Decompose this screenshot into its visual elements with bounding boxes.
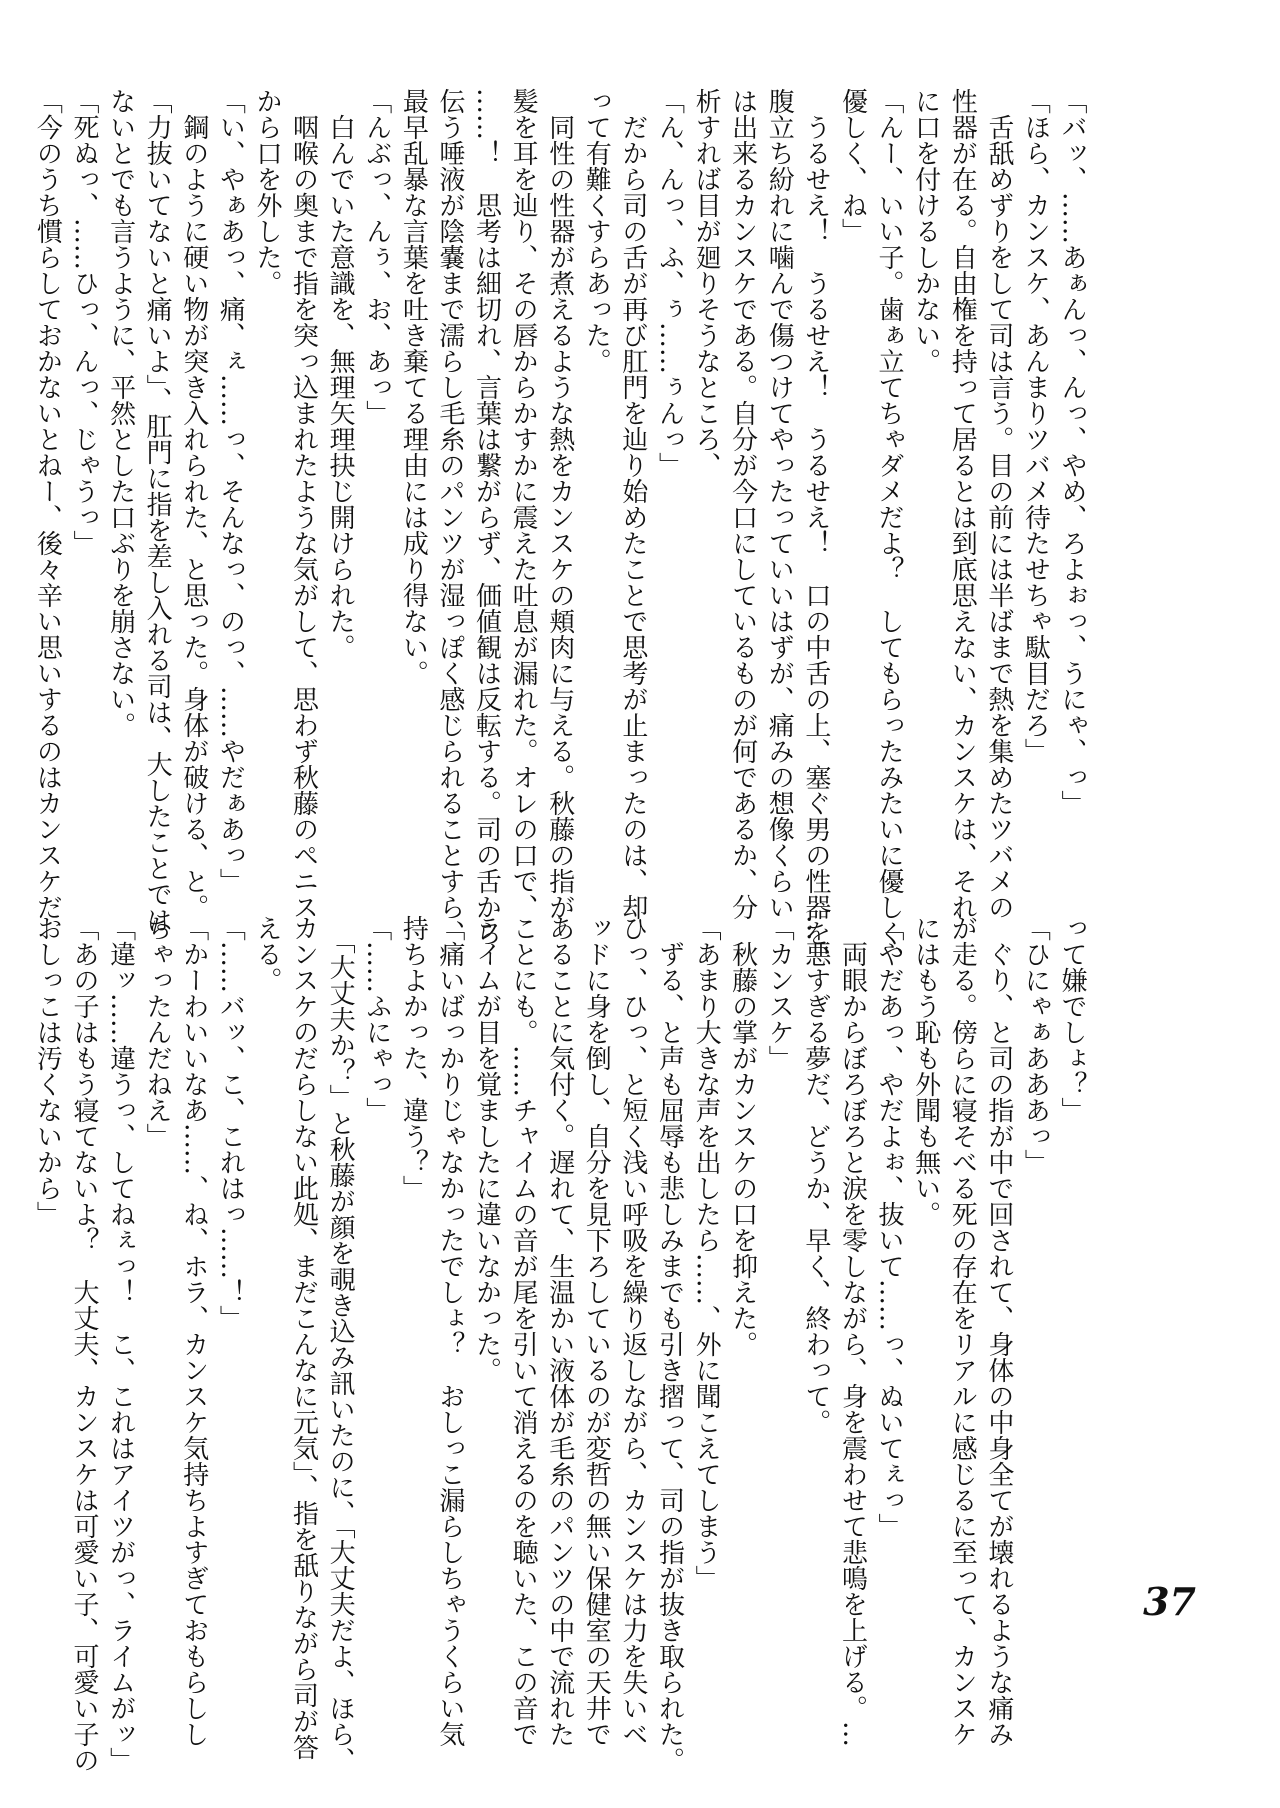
text-line: 性器が在る。自由権を持って居るとは到底思えない、カンスケは、それ — [947, 88, 978, 920]
text-line: 「痛いばっかりじゃなかったでしょ？ おしっこ漏らしちゃうくらい気 — [434, 915, 465, 1747]
text-line: ……！ 思考は細切れ、言葉は繋がらず、価値観は反転する。司の舌から — [471, 88, 502, 946]
text-line: カンスケのだらしない此処、まだこんなに元気」、指を舐りながら司が答 — [288, 915, 319, 1760]
text-line: 「死ぬっ、……ひっ、んっ、じゃうっ」 — [68, 88, 99, 556]
text-line: 析すれば目が廻りそうなところ、 — [691, 88, 722, 478]
text-line: 「……ふにゃっ」 — [361, 915, 392, 1123]
text-line: 「ひにゃぁあああっ」 — [1020, 915, 1051, 1175]
text-line: ちゃったんだねえ」 — [142, 915, 173, 1149]
text-line: 咽喉の奥まで指を突っ込まれたような気がして、思わず秋藤のペニス — [288, 88, 319, 920]
text-line: に口を付けるしかない。 — [910, 88, 941, 374]
text-line: は出来るカンスケである。自分が今口にしているものが何であるか、分 — [727, 88, 758, 920]
text-line: 伝う唾液が陰嚢まで濡らし毛糸のパンツが湿っぽく感じられることすら、 — [434, 88, 465, 946]
text-line: 「あまり大きな声を出したら……、外に聞こえてしまう」 — [691, 915, 722, 1591]
text-line: 「かーわいいなあ……、ね、ホラ、カンスケ気持ちよすぎておもらしし — [178, 915, 209, 1747]
text-line: 腹立ち紛れに噛んで傷つけてやったっていいはずが、痛みの想像くらい — [764, 88, 795, 920]
text-line: 白んでいた意識を、無理矢理抉じ開けられた。 — [325, 88, 356, 660]
text-line: 「い、やぁあっ、痛、ぇ……っ、そんなっ、のっ、……やだぁあっ」 — [215, 88, 246, 894]
text-line: 「んー、いい子。歯ぁ立てちゃダメだよ？ してもらったみたいに優しく、 — [874, 88, 905, 972]
text-line: うるせえ！ うるせえ！ うるせえ！ 口の中舌の上、塞ぐ男の性器を、 — [800, 88, 831, 972]
text-line: 同性の性器が煮えるような熱をカンスケの頬肉に与える。秋藤の指が — [544, 88, 575, 920]
text-line: ッドに身を倒し、自分を見下ろしているのが変哲の無い保健室の天井で — [581, 915, 612, 1747]
page-number: 37 — [1143, 1579, 1196, 1624]
text-line: ことにも。……チャイムの音が尾を引いて消えるのを聴いた、この音で — [508, 915, 539, 1747]
text-line: ぐり、と司の指が中で回されて、身体の中身全てが壊れるような痛み — [983, 915, 1014, 1747]
upper-text-block — [32, 88, 1090, 972]
text-line: ずる、と声も屈辱も悲しみまでも引き摺って、司の指が抜き取られた。 — [654, 915, 685, 1773]
text-line: から口を外した。 — [251, 88, 282, 296]
text-line: ライムが目を覚ましたに違いなかった。 — [471, 915, 502, 1383]
text-line: 「ほら、カンスケ、あんまりツバメ待たせちゃ駄目だろ」 — [1020, 88, 1051, 764]
text-line: 「大丈夫か？」と秋藤が顔を覗き込み訊いたのに、「大丈夫だよ、ほら、 — [325, 915, 356, 1773]
text-line: 「……バッ、こ、これはっ……！」 — [215, 915, 246, 1331]
text-line: 秋藤の掌がカンスケの口を抑えた。 — [727, 915, 758, 1357]
text-line: 「ん、んっ、ふ、ぅ……ぅんっ」 — [654, 88, 685, 478]
text-line: 「今のうち慣らしておかないとねー、後々辛い思いするのはカンスケだ — [32, 88, 63, 920]
text-line: だから司の舌が再び肛門を辿り始めたことで思考が止まったのは、却 — [617, 88, 648, 920]
text-line: 舌舐めずりをして司は言う。目の前には半ばまで熱を集めたツバメの — [983, 88, 1014, 920]
text-line: 最早乱暴な言葉を吐き棄てる理由には成り得ない。 — [398, 88, 429, 686]
text-line: って嫌でしょ？」 — [1057, 915, 1087, 1123]
lower-text-block — [32, 915, 1090, 1773]
text-line: 両眼からぼろぼろと涙を零しながら、身を震わせて悲鳴を上げる。… — [837, 915, 868, 1747]
text-line: にはもう恥も外聞も無い。 — [910, 915, 941, 1227]
text-line: える。 — [251, 915, 282, 993]
text-line: あることに気付く。遅れて、生温かい液体が毛糸のパンツの中で流れた — [544, 915, 575, 1747]
text-line: 鋼のように硬い物が突き入れられた、と思った。身体が破ける、と。 — [178, 88, 209, 920]
text-line: ないとでも言うように、平然とした口ぶりを崩さない。 — [105, 88, 136, 738]
text-line: おしっこは汚くないから」 — [32, 915, 63, 1227]
text-line: 「バッ、……あぁんっ、んっ、やめ、ろよぉっ、うにゃ、っ」 — [1057, 88, 1087, 816]
text-line: 「あの子はもう寝てないよ？ 大丈夫、カンスケは可愛い子、可愛い子の — [68, 915, 99, 1773]
text-line: 髪を耳を辿り、その唇からかすかに震えた吐息が漏れた。オレの口で、 — [508, 88, 539, 920]
text-line: ひっ、ひっ、と短く浅い呼吸を繰り返しながら、カンスケは力を失いベ — [617, 915, 648, 1747]
text-line: 優しく、ね」 — [837, 88, 868, 244]
text-line: 「やだあっ、やだよぉ、抜いて……っ、ぬいてぇっ」 — [874, 915, 905, 1539]
text-line: 「カンスケ」 — [764, 915, 795, 1071]
text-line: 「違ッ……違うっ、してねぇっ！ こ、これはアイツがっ、ライムがッ」 — [105, 915, 136, 1773]
text-line: って有難くすらあった。 — [581, 88, 612, 374]
text-line: …悪すぎる夢だ、どうか、早く、終わって。 — [800, 915, 831, 1435]
text-line: 「んぶっ、んぅ、お、あっ」 — [361, 88, 392, 426]
text-line: 持ちよかった、違う？」 — [398, 915, 429, 1201]
text-line: が走る。傍らに寝そべる死の存在をリアルに感じるに至って、カンスケ — [947, 915, 978, 1747]
text-line: 「力抜いてないと痛いよ」、肛門に指を差し入れる司は、大したことでは — [142, 88, 173, 933]
